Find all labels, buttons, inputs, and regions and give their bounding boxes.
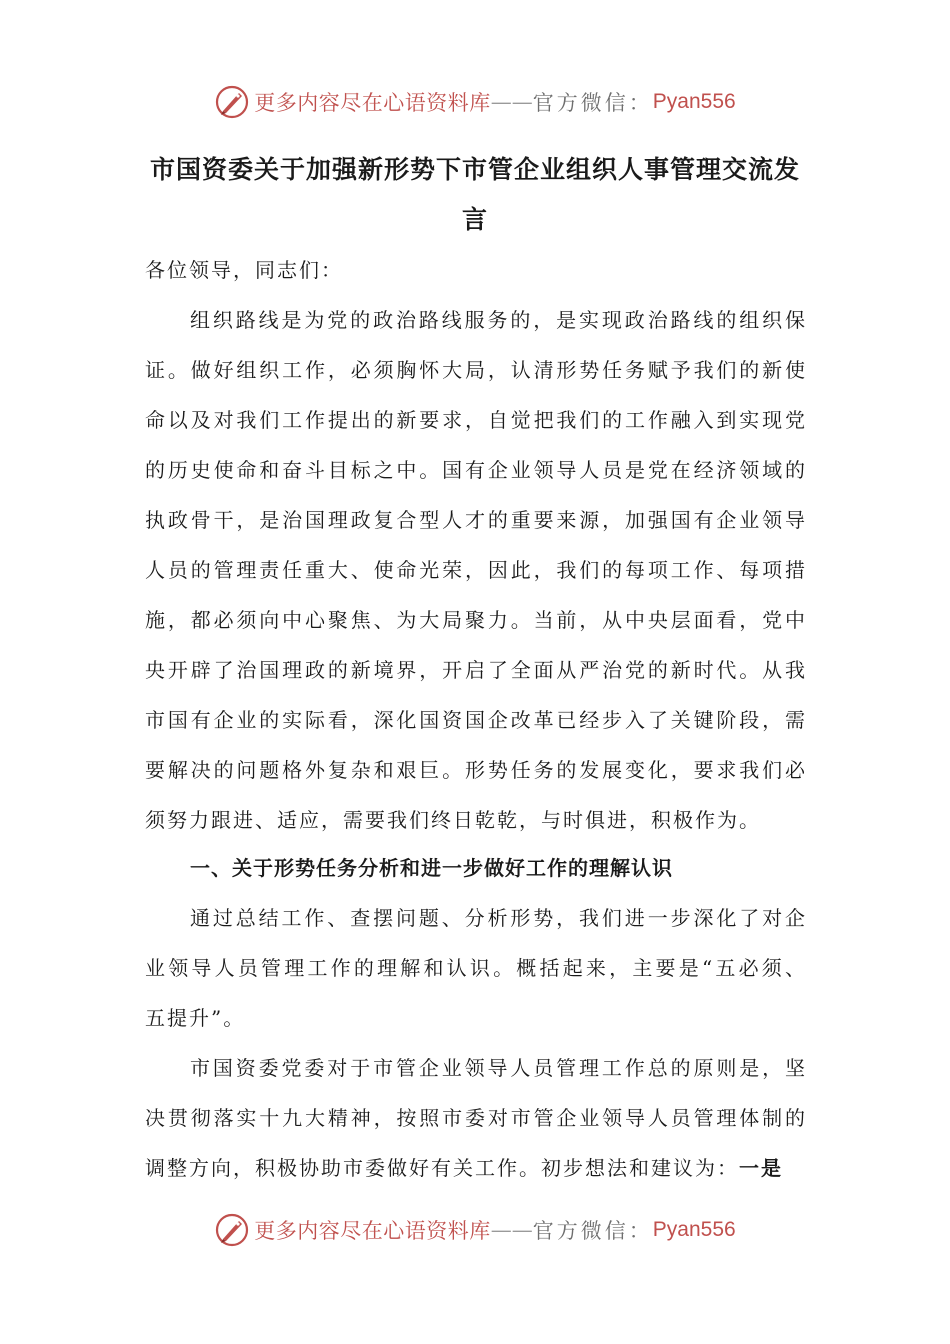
- paragraph-line: 通过总结工作、查摆问题、分析形势，我们进一步深化了对企: [190, 906, 805, 930]
- banner-official-label: 官方微信：: [532, 91, 653, 115]
- paragraph-line-with-emphasis: [145, 1153, 805, 1183]
- paragraph-line: 证。做好组织工作，必须胸怀大局，认清形势任务赋予我们的新使: [145, 358, 805, 382]
- paragraph-line: 命以及对我们工作提出的新要求，自觉把我们的工作融入到实现党: [145, 408, 805, 432]
- banner-wechat-id: Pyan556: [652, 90, 736, 113]
- footer-banner: [0, 1210, 950, 1250]
- banner-dash: ——: [490, 1218, 533, 1242]
- paragraph-line: 五提升”。: [145, 1006, 246, 1030]
- greeting: 各位领导，同志们：: [145, 258, 343, 282]
- paragraph-line: 市国资委党委对于市管企业领导人员管理工作总的原则是，坚: [190, 1056, 805, 1080]
- pen-quill-logo-icon: [214, 84, 250, 120]
- paragraph-line: 央开辟了治国理政的新境界，开启了全面从严治党的新时代。从我: [145, 658, 805, 682]
- pen-quill-logo-icon: [214, 1212, 250, 1248]
- paragraph-line: 市国有企业的实际看，深化国资国企改革已经步入了关键阶段，需: [145, 708, 805, 732]
- document-title-line-1: 市国资委关于加强新形势下市管企业组织人事管理交流发: [149, 155, 800, 184]
- paragraph-line: 决贯彻落实十九大精神，按照市委对市管企业领导人员管理体制的: [145, 1106, 805, 1130]
- paragraph-line: 业领导人员管理工作的理解和认识。概括起来，主要是“五必须、: [145, 956, 805, 980]
- banner-wechat-id: Pyan556: [652, 1218, 736, 1241]
- paragraph-line: 执政骨干，是治国理政复合型人才的重要来源，加强国有企业领导: [145, 508, 805, 532]
- banner-brand-text: 更多内容尽在心语资料库: [254, 91, 491, 115]
- emphasis-text: 一是: [739, 1156, 783, 1180]
- banner-official-label: 官方微信：: [532, 1219, 653, 1243]
- banner-brand-text: 更多内容尽在心语资料库: [254, 1219, 491, 1243]
- header-banner: [0, 82, 950, 122]
- paragraph-line: 要解决的问题格外复杂和艰巨。形势任务的发展变化，要求我们必: [145, 758, 805, 782]
- paragraph-line-text: 调整方向，积极协助市委做好有关工作。初步想法和建议为：: [145, 1156, 739, 1180]
- banner-dash: ——: [490, 90, 533, 114]
- paragraph-line: 人员的管理责任重大、使命光荣，因此，我们的每项工作、每项措: [145, 558, 805, 582]
- section-heading: 一、关于形势任务分析和进一步做好工作的理解认识: [190, 856, 673, 880]
- paragraph-line: 须努力跟进、适应，需要我们终日乾乾，与时俱进，积极作为。: [145, 808, 761, 832]
- paragraph-line: 组织路线是为党的政治路线服务的，是实现政治路线的组织保: [190, 308, 805, 332]
- paragraph-line: 施，都必须向中心聚焦、为大局聚力。当前，从中央层面看，党中: [145, 608, 805, 632]
- paragraph-line: 的历史使命和奋斗目标之中。国有企业领导人员是党在经济领域的: [145, 458, 805, 482]
- document-title-line-2: 言: [461, 205, 488, 234]
